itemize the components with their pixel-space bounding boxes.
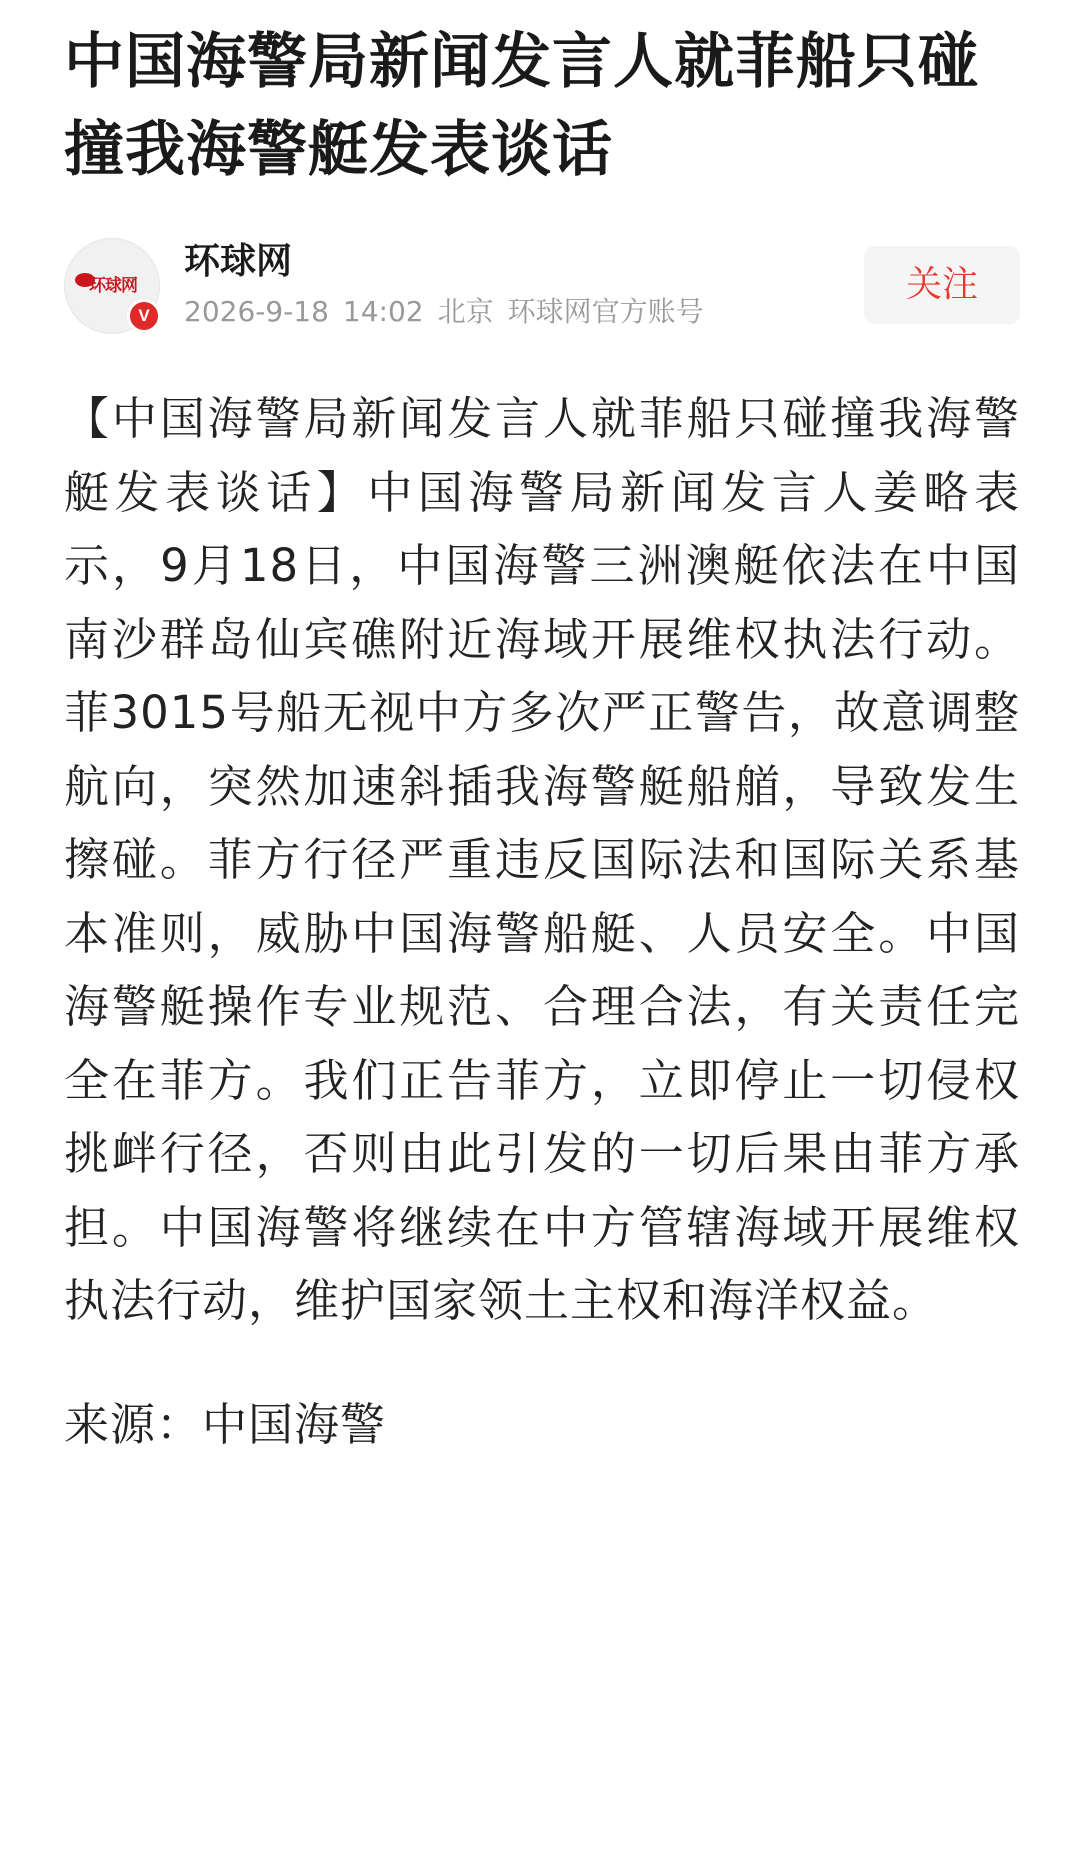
verified-badge-icon: V	[127, 299, 161, 333]
author-row	[64, 238, 1020, 338]
follow-button[interactable]: 关注	[864, 246, 1020, 324]
article-body: 【中国海警局新闻发言人就菲船只碰撞我海警艇发表谈话】中国海警局新闻发言人姜略表示，9月18日，中国海警三洲澳艇依法在中国南沙群岛仙宾礁附近海域开展维权执法行动。菲3015号船无视中方多次严正警告，故意调整航向，突然加速斜插我海警艇船艏，导致发生擦碰。菲方行径严重违反国际法和国际关系基本准则，威胁中国海警船艇、人员安全。中国海警艇操作专业规范、合理合法，有关责任完全在菲方。我们正告菲方，立即停止一切侵权挑衅行径，否则由此引发的一切后果由菲方承担。中国海警将继续在中方管辖海域开展维权执法行动，维护国家领土主权和海洋权益。	[64, 392, 1020, 1327]
author-name[interactable]: 环球网	[184, 241, 293, 282]
avatar-logo-text: 环球网	[89, 276, 137, 296]
publish-location: 北京	[437, 295, 494, 328]
publish-date: 2026-9-18	[184, 295, 329, 328]
article-source: 来源：中国海警	[64, 1397, 387, 1451]
publish-time: 14:02	[342, 295, 424, 328]
avatar[interactable]	[64, 238, 160, 334]
article-meta	[184, 294, 718, 330]
account-type: 环球网官方账号	[507, 295, 704, 328]
article-title: 中国海警局新闻发言人就菲船只碰撞我海警艇发表谈话	[64, 27, 979, 185]
